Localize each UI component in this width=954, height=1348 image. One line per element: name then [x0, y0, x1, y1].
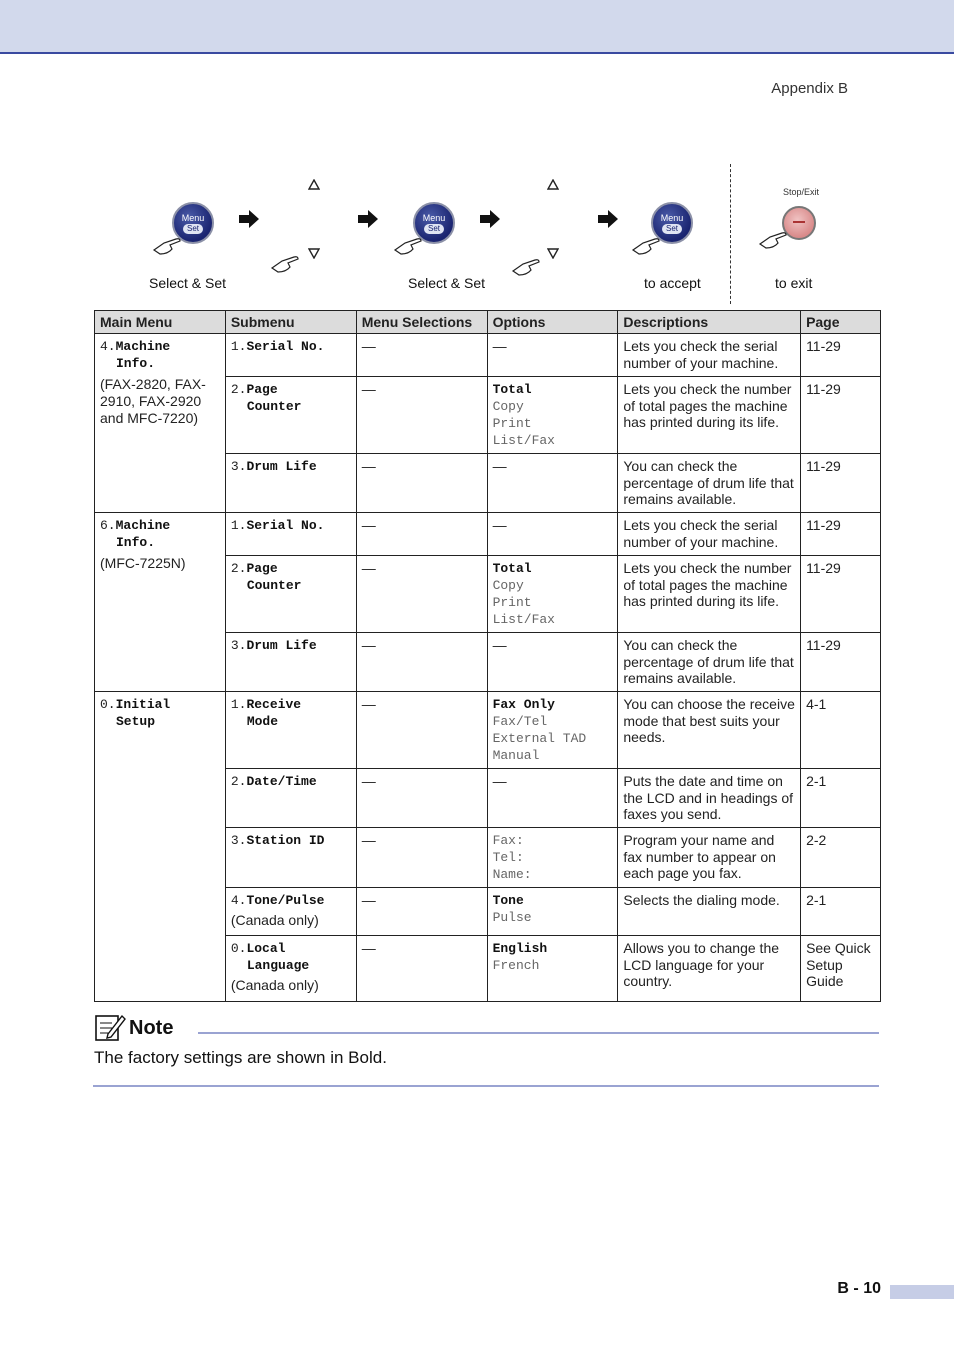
submenu-cell: 2.Page Counter	[225, 377, 356, 454]
set-button-label: Set	[183, 224, 203, 234]
note-pencil-icon	[94, 1012, 126, 1042]
column-header: Menu Selections	[356, 311, 487, 334]
menu-button-label: Menu	[660, 213, 684, 223]
column-header: Descriptions	[618, 311, 801, 334]
pointing-hand-icon	[511, 253, 545, 277]
options-cell: —	[487, 454, 618, 513]
options-cell: Fax Only Fax/Tel External TAD Manual	[487, 692, 618, 769]
options-cell: —	[487, 633, 618, 692]
options-cell: —	[487, 334, 618, 377]
arrow-right-icon	[238, 209, 260, 229]
stop-exit-label: Stop/Exit	[783, 187, 820, 197]
main-menu-cell: 0.Initial Setup	[95, 692, 226, 1002]
region-note: (Canada only)	[230, 977, 319, 993]
menu-selection-cell: —	[356, 454, 487, 513]
model-note: (MFC-7225N)	[100, 555, 186, 571]
note-text: The factory settings are shown in Bold.	[94, 1048, 387, 1067]
options-cell: —	[487, 769, 618, 828]
page-cell: 11-29	[801, 633, 881, 692]
page-cell: 4-1	[801, 692, 881, 769]
submenu-cell: 0.Local Language (Canada only)	[225, 936, 356, 1002]
description-cell: Lets you check the serial number of your machine.	[618, 513, 801, 556]
select-set-label-2: Select & Set	[408, 275, 486, 291]
submenu-cell: 2.Date/Time	[225, 769, 356, 828]
page-cell: 2-2	[801, 828, 881, 888]
submenu-cell: 3.Drum Life	[225, 454, 356, 513]
submenu-cell: 3.Drum Life	[225, 633, 356, 692]
menu-selection-cell: —	[356, 556, 487, 633]
accept-label: to accept	[644, 275, 701, 291]
table-row	[95, 334, 881, 377]
arrow-right-icon	[479, 209, 501, 229]
description-cell: Puts the date and time on the LCD and in headings of faxes you send.	[618, 769, 801, 828]
pointing-hand-icon	[152, 232, 186, 256]
key-sequence-diagram	[0, 150, 954, 310]
section-label: Appendix B	[771, 80, 848, 97]
menu-selection-cell: —	[356, 692, 487, 769]
page-cell: 2-1	[801, 888, 881, 936]
page-cell: 11-29	[801, 454, 881, 513]
note-rule	[198, 1032, 879, 1034]
menu-button-label: Menu	[422, 213, 446, 223]
set-button-label: Set	[662, 224, 682, 234]
column-header: Page	[801, 311, 881, 334]
pointing-hand-icon	[758, 226, 792, 250]
submenu-cell: 1.Receive Mode	[225, 692, 356, 769]
menu-selection-cell: —	[356, 936, 487, 1002]
menu-button-label: Menu	[181, 213, 205, 223]
options-cell: Total Copy Print List/Fax	[487, 377, 618, 454]
pointing-hand-icon	[631, 232, 665, 256]
main-menu-cell: 4.Machine Info. (FAX-2820, FAX-2910, FAX-2920 and MFC-7220)	[95, 334, 226, 513]
region-note: (Canada only)	[230, 912, 319, 928]
description-cell: Lets you check the number of total pages the machine has printed during its life.	[618, 377, 801, 454]
note-bottom-rule	[93, 1085, 879, 1087]
column-header: Submenu	[225, 311, 356, 334]
page-cell: 11-29	[801, 513, 881, 556]
down-arrow-icon	[308, 247, 320, 259]
menu-selection-cell: —	[356, 377, 487, 454]
page-cell: 11-29	[801, 377, 881, 454]
column-header: Main Menu	[95, 311, 226, 334]
page-cell: See Quick Setup Guide	[801, 936, 881, 1002]
menu-selection-cell: —	[356, 334, 487, 377]
page-number: B - 10	[837, 1280, 881, 1297]
up-arrow-icon	[308, 179, 320, 191]
table-row	[95, 513, 881, 556]
description-cell: Selects the dialing mode.	[618, 888, 801, 936]
submenu-cell: 4.Tone/Pulse (Canada only)	[225, 888, 356, 936]
description-cell: Program your name and fax number to appear on each page you fax.	[618, 828, 801, 888]
options-cell: Fax: Tel: Name:	[487, 828, 618, 888]
page-cell: 11-29	[801, 334, 881, 377]
options-cell: Tone Pulse	[487, 888, 618, 936]
main-menu-cell: 6.Machine Info. (MFC-7225N)	[95, 513, 226, 692]
description-cell: You can check the percentage of drum life that remains available.	[618, 633, 801, 692]
separator-line	[730, 164, 731, 304]
page-cell: 11-29	[801, 556, 881, 633]
pointing-hand-icon	[393, 232, 427, 256]
options-cell: English French	[487, 936, 618, 1002]
note-title: Note	[129, 1017, 174, 1039]
menu-selection-cell: —	[356, 513, 487, 556]
table-row	[95, 692, 881, 769]
menu-selection-cell: —	[356, 888, 487, 936]
header-band	[0, 0, 954, 54]
page-cell: 2-1	[801, 769, 881, 828]
page-tab-bar	[890, 1285, 954, 1299]
exit-label: to exit	[775, 275, 813, 291]
pointing-hand-icon	[270, 250, 304, 274]
description-cell: Lets you check the serial number of your machine.	[618, 334, 801, 377]
arrow-right-icon	[357, 209, 379, 229]
down-arrow-icon	[547, 247, 559, 259]
set-button-label: Set	[424, 224, 444, 234]
description-cell: You can choose the receive mode that best suits your needs.	[618, 692, 801, 769]
submenu-cell: 2.Page Counter	[225, 556, 356, 633]
menu-table	[94, 310, 881, 1002]
menu-selection-cell: —	[356, 828, 487, 888]
menu-selection-cell: —	[356, 769, 487, 828]
submenu-cell: 3.Station ID	[225, 828, 356, 888]
select-set-label-1: Select & Set	[149, 275, 227, 291]
description-cell: You can check the percentage of drum life that remains available.	[618, 454, 801, 513]
submenu-cell: 1.Serial No.	[225, 334, 356, 377]
up-arrow-icon	[547, 179, 559, 191]
description-cell: Allows you to change the LCD language for your country.	[618, 936, 801, 1002]
description-cell: Lets you check the number of total pages the machine has printed during its life.	[618, 556, 801, 633]
arrow-right-icon	[597, 209, 619, 229]
menu-selection-cell: —	[356, 633, 487, 692]
column-header: Options	[487, 311, 618, 334]
model-note: (FAX-2820, FAX-2910, FAX-2920 and MFC-7220)	[100, 376, 206, 426]
options-cell: Total Copy Print List/Fax	[487, 556, 618, 633]
table-header-row	[95, 311, 881, 334]
submenu-cell: 1.Serial No.	[225, 513, 356, 556]
options-cell: —	[487, 513, 618, 556]
